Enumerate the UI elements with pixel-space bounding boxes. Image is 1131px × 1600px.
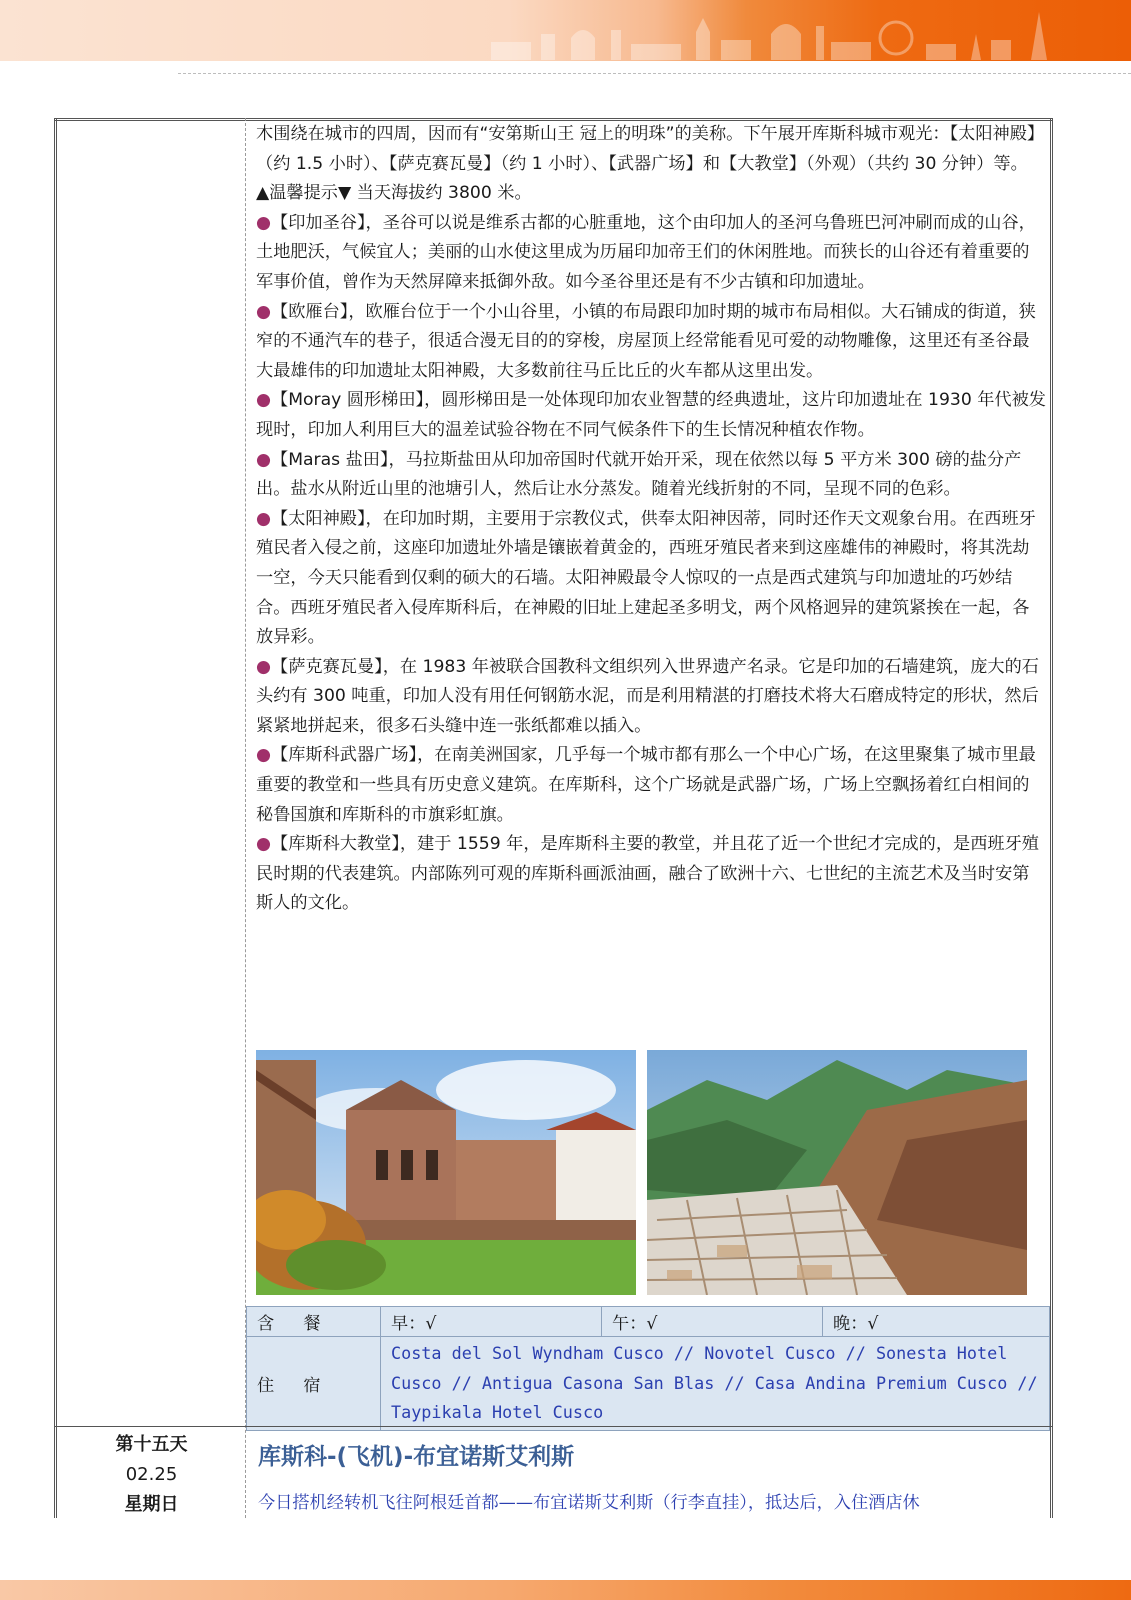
attraction-item (256, 386, 1046, 445)
lodging-row (247, 1337, 1050, 1431)
attraction-text: 【Maras 盐田】，马拉斯盐田从印加帝国时代就开始开采，现在依然以每 5 平方米 300 磅的盐分产出。盐水从附近山里的池塘引人，然后让水分蒸发。随着光线折射的不同，呈现不同的色彩。 (256, 449, 1022, 500)
day-route-title: 库斯科-(飞机)-布宜诺斯艾利斯 (258, 1444, 575, 1470)
meals-label: 含 餐 (247, 1307, 381, 1337)
day-header (60, 1430, 243, 1520)
table-right-border (1050, 118, 1053, 1518)
day-divider (54, 1426, 1052, 1427)
attraction-item (256, 741, 1046, 830)
lodging-label: 住 宿 (247, 1337, 381, 1431)
attraction-text: 【萨克赛瓦曼】，在 1983 年被联合国教科文组织列入世界遗产名录。它是印加的石墙建筑，庞大的石头约有 300 吨重，印加人没有用任何钢筋水泥，而是利用精湛的打磨技术将大石磨成特定的形状，然后紧紧地拼起来，很多石头缝中连一张纸都难以插入。 (256, 656, 1039, 736)
attraction-item (256, 505, 1046, 653)
bullet-icon: ● (256, 301, 271, 322)
hotel-list: Costa del Sol Wyndham Cusco // Novotel Cusco // Sonesta Hotel Cusco // Antigua Casona San Blas // Casa Andina Premium Cusco // Taypikala Hotel Cusco (381, 1337, 1050, 1431)
attraction-item (256, 653, 1046, 742)
altitude-tip: ▲温馨提示▼ 当天海拔约 3800 米。 (256, 183, 532, 204)
header-divider (178, 73, 1131, 74)
city-skyline-decoration (471, 4, 1071, 60)
day-date: 02.25 (125, 1464, 178, 1485)
attraction-text: 【Moray 圆形梯田】，圆形梯田是一处体现印加农业智慧的经典遗址，这片印加遗址在 1930 年代被发现时，印加人利用巨大的温差试验谷物在不同气候条件下的生长情况种植农作物。 (256, 390, 1046, 440)
day-number: 第十五天 (115, 1434, 188, 1455)
bullet-icon: ● (256, 508, 271, 529)
bullet-icon: ● (256, 745, 271, 766)
header-banner (0, 0, 1131, 61)
attraction-text: 【库斯科武器广场】，在南美洲国家，几乎每一个城市都有那么一个中心广场，在这里聚集了城市里最重要的教堂和一些具有历史意义建筑。在库斯科，这个广场就是武器广场，广场上空飘扬着红白相间的秘鲁国旗和库斯科的市旗彩虹旗。 (256, 745, 1036, 825)
breakfast-cell: 早：√ (381, 1307, 602, 1337)
meals-lodging-table (246, 1306, 1050, 1431)
attraction-item (256, 446, 1046, 505)
bullet-icon: ● (256, 390, 271, 411)
sun-temple-photo (256, 1050, 636, 1295)
bullet-icon: ● (256, 656, 271, 677)
intro-paragraph: 木围绕在城市的四周，因而有“安第斯山王 冠上的明珠”的美称。下午展开库斯科城市观光：【太阳神殿】（约 1.5 小时）、【萨克赛瓦曼】（约 1 小时）、【武器广场】和【大教堂】（外观）（共约 30 分钟）等。 (256, 124, 1045, 174)
dinner-cell: 晚：√ (823, 1307, 1050, 1337)
attraction-text: 【库斯科大教堂】，建于 1559 年，是库斯科主要的教堂，并且花了近一个世纪才完成的，是西班牙殖民时期的代表建筑。内部陈列可观的库斯科画派油画，融合了欧洲十六、七世纪的主流艺术及当时安第斯人的文化。 (256, 834, 1039, 914)
footer-banner (0, 1580, 1131, 1600)
day-weekday: 星期日 (124, 1494, 179, 1515)
photo-strip (256, 1050, 1036, 1295)
attraction-item (256, 209, 1046, 298)
attraction-text: 【欧雁台】，欧雁台位于一个小山谷里，小镇的布局跟印加时期的城市布局相似。大石铺成的街道，狭窄的不通汽车的巷子，很适合漫无目的的穿梭，房屋顶上经常能看见可爱的动物雕像，这里还有圣谷最大最雄伟的印加遗址太阳神殿，大多数前往马丘比丘的火车都从这里出发。 (256, 301, 1036, 381)
meals-row (247, 1307, 1050, 1337)
day-description: 今日搭机经转机飞往阿根廷首都——布宜诺斯艾利斯（行李直挂），抵达后，入住酒店休 (258, 1493, 920, 1513)
attraction-item (256, 830, 1046, 919)
bullet-icon: ● (256, 449, 271, 470)
attraction-item (256, 298, 1046, 387)
itinerary-content (256, 120, 1046, 919)
lunch-cell: 午：√ (602, 1307, 823, 1337)
bullet-icon: ● (256, 212, 271, 233)
attraction-text: 【印加圣谷】，圣谷可以说是维系古都的心脏重地，这个由印加人的圣河乌鲁班巴河冲刷而成的山谷，土地肥沃，气候宜人；美丽的山水使这里成为历届印加帝王们的休闲胜地。而狭长的山谷还有着重要的军事价值，曾作为天然屏障来抵御外敌。如今圣谷里还是有不少古镇和印加遗址。 (256, 212, 1036, 292)
bullet-icon: ● (256, 834, 271, 855)
maras-salt-pans-photo (647, 1050, 1027, 1295)
table-left-border (54, 118, 61, 1518)
attraction-text: 【太阳神殿】，在印加时期，主要用于宗教仪式，供奉太阳神因蒂，同时还作天文观象台用。在西班牙殖民者入侵之前，这座印加遗址外墙是镶嵌着黄金的，西班牙殖民者来到这座雄伟的神殿时，将其洗劫一空，今天只能看到仅剩的硕大的石墙。太阳神殿最令人惊叹的一点是西式建筑与印加遗址的巧妙结合。西班牙殖民者入侵库斯科后，在神殿的旧址上建起圣多明戈，两个风格迥异的建筑紧挨在一起，各放异彩。 (256, 508, 1036, 648)
